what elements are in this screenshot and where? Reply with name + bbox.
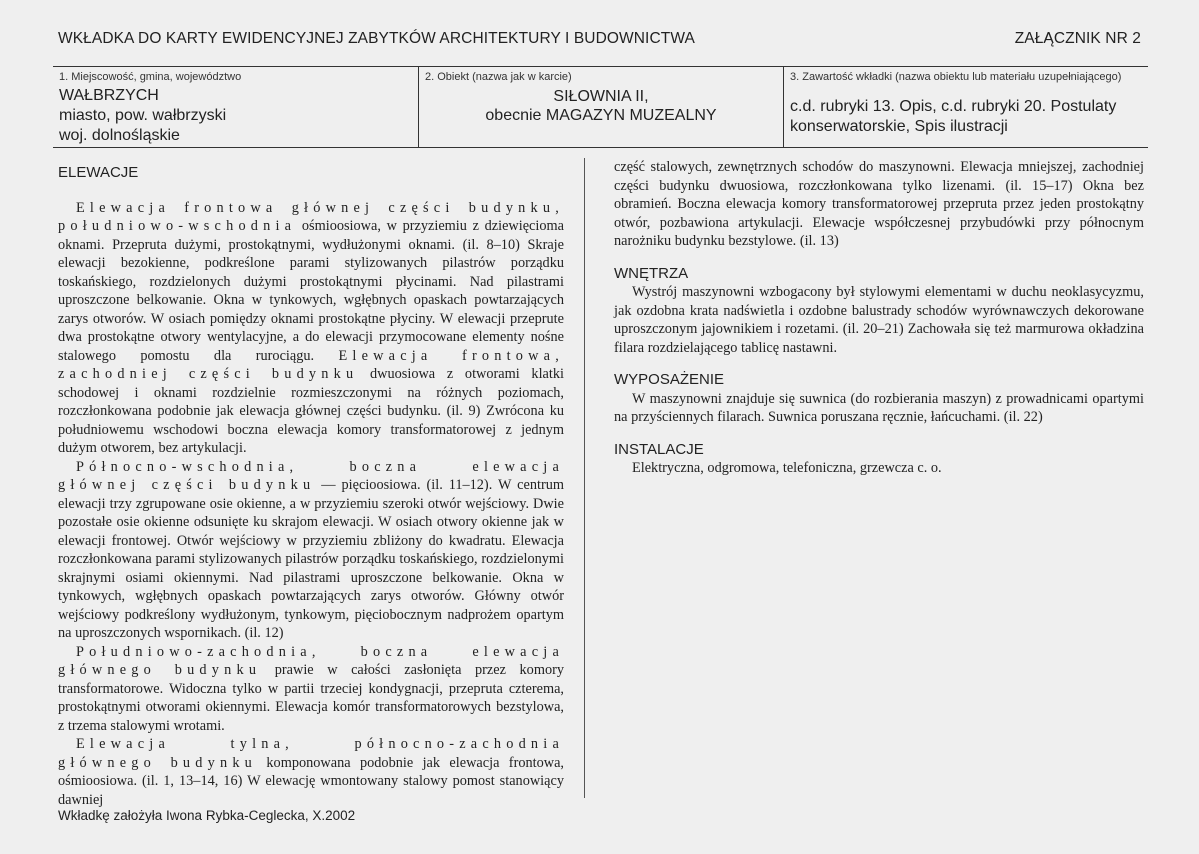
field-object	[419, 67, 784, 147]
page-header	[58, 30, 1141, 52]
location-city: WAŁBRZYCH	[59, 87, 159, 104]
left-column	[58, 158, 585, 808]
field-contents-value: c.d. rubryki 13. Opis, c.d. rubryki 20. Postulaty konserwatorskie, Spis ilustracji	[790, 98, 1117, 135]
text-front-west: dwuosiowa z otworami klatki schodowej i oknami rozdzielnie rozmieszczonymi na różnych poziomach, rozczłonkowana podobnie jak elewacja głównej części budynku. (il. 9) Zwrócona ku południowemu wschodowi boczna elewacja komory transformatorowej z jednym dużym otworem, bez artykulacji.	[58, 366, 564, 456]
field-object-caption: 2. Obiekt (nazwa jak w karcie)	[425, 71, 572, 83]
text-rear: komponowana podobnie jak elewacja frontowa, ośmioosiowa. (il. 1, 13–14, 16) W elewację wmontowany stalowy pomost stanowiący dawniej	[58, 754, 564, 808]
paragraph-wyposazenie: W maszynowni znajduje się suwnica (do rozbierania maszyn) z prowadnicami opartymi na przyściennych filarach. Suwnica poruszana ręcznie, łańcuchami. (il. 22)	[614, 390, 1144, 425]
attachment-number: ZAŁĄCZNIK NR 2	[1014, 30, 1141, 47]
paragraph-wnetrza: Wystrój maszynowni wzbogacony był stylowymi elementami w duchu neoklasycyzmu, jak ozdobna krata nadświetla i ozdobne balustrady schodów wyrównawczych dekorowane uproszczonym jajownikiem i rozetami. (il. 20–21) Zachowała się też marmurowa okładzina filara rozdzielającego tablicę nastawni.	[614, 284, 1144, 356]
field-object-value	[425, 87, 777, 125]
object-name: SIŁOWNIA II,	[553, 88, 649, 105]
run-in-front-main: Elewacja frontowa głównej części budynku, południowo-wschodnia	[58, 199, 564, 234]
field-location-value	[59, 86, 412, 146]
paragraph-front-elevation	[58, 199, 564, 458]
document-title: WKŁADKA DO KARTY EWIDENCYJNEJ ZABYTKÓW ARCHITEKTURY I BUDOWNICTWA	[58, 30, 695, 47]
field-location-caption: 1. Miejscowość, gmina, województwo	[59, 71, 242, 83]
paragraph-southwest-elevation	[58, 643, 564, 736]
paragraph-rear-elevation	[58, 735, 564, 809]
run-in-rear: Elewacja tylna, północno-zachodnia głównego budynku	[58, 736, 564, 771]
run-in-front-west: Elewacja frontowa, zachodniej części budynku	[58, 347, 564, 382]
right-column	[614, 158, 1144, 478]
field-contents	[784, 67, 1148, 147]
section-heading-elewacje: ELEWACJE	[58, 164, 139, 181]
text-northeast: — pięcioosiowa. (il. 11–12). W centrum elewacji trzy zgrupowane osie okienne, a w przyziemiu szeroki otwór wejściowy. Dwie pozostałe osie okienne odsunięte ku skrajom elewacji. W osiach otwory okienne jak w elewacji frontowej. Otwór wejściowy w przyziemiu zbliżony do kwadratu. Elewacja rozczłonkowana parami stylizowanych pilastrów porządku toskańskiego, rozdzielonymi skrajnymi osiami okiennymi. Nad pilastrami uproszczone belkowanie. Okna w tynkowych, wgłębnych opaskach powtarzających zarys otworów. Główny otwór wejściowy podkreślony wydłużonym, tynkowym, pięciobocznym nadprożem opartym na uproszczonych wspornikach. (il. 12)	[58, 477, 564, 641]
field-location	[53, 67, 419, 147]
section-heading-instalacje: INSTALACJE	[614, 440, 704, 458]
paragraph-continuation: część stalowych, zewnętrznych schodów do maszynowni. Elewacja mniejszej, zachodniej części budynku dwuosiowa, rozczłonkowana tylko lizenami. (il. 15–17) Okna bez obramień. Boczna elewacja komory transformatorowej przepruta przez jeden prostokątny otwór, pozbawiona artykulacji. Elewacje współczesnej przybudówki przy północnym narożniku budynku bezstylowe. (il. 13)	[614, 159, 1144, 249]
text-front-main: ośmioosiowa, w przyziemiu z dziewięcioma oknami. Przepruta dużymi, prostokątnymi, wydłużonymi oknami. (il. 8–10) Skraje elewacji bezokienne, podkreślone parami stylizowanych pilastrów porządku toskańskiego, rozdzielonych dużymi prostokątnymi płycinami. Nad pilastrami uproszczone belkowanie. Okna w tynkowych, wgłębnych opaskach powtarzających zarys otworów. W osiach pomiędzy oknami prostokątne płyciny. W elewacji przeprute dwa prostokątne otwory wentylacyjne, a do elewacji przymocowane elementy nośne stalowego pomostu dla rurociągu.	[58, 218, 564, 364]
paragraph-northeast-elevation	[58, 458, 564, 643]
object-current-use: obecnie MAGAZYN MUZEALNY	[485, 107, 717, 124]
location-voivodeship: woj. dolnośląskie	[59, 127, 180, 144]
paragraph-instalacje: Elektryczna, odgromowa, telefoniczna, grzewcza c. o.	[632, 460, 942, 476]
location-county: miasto, pow. wałbrzyski	[59, 107, 227, 124]
section-heading-wyposazenie: WYPOSAŻENIE	[614, 371, 725, 388]
run-in-northeast: Północno-wschodnia, boczna elewacja głównej części budynku	[58, 458, 564, 493]
footer-author: Wkładkę założyła Iwona Rybka-Ceglecka, X.2002	[58, 808, 356, 823]
run-in-southwest: Południowo-zachodnia, boczna elewacja głównego budynku	[58, 643, 564, 678]
header-fields	[53, 66, 1148, 148]
text-southwest: prawie w całości zasłonięta przez komory transformatorowe. Widoczna tylko w partii trzeciej kondygnacji, przepruta czterema, prostokątnymi otworami okiennymi. Elewacja komór transformatorowych bezstylowa, z trzema stalowymi wrotami.	[58, 662, 564, 734]
field-contents-caption: 3. Zawartość wkładki (nazwa obiektu lub materiału uzupełniającego)	[790, 71, 1122, 83]
section-heading-wnetrza: WNĘTRZA	[614, 264, 689, 282]
